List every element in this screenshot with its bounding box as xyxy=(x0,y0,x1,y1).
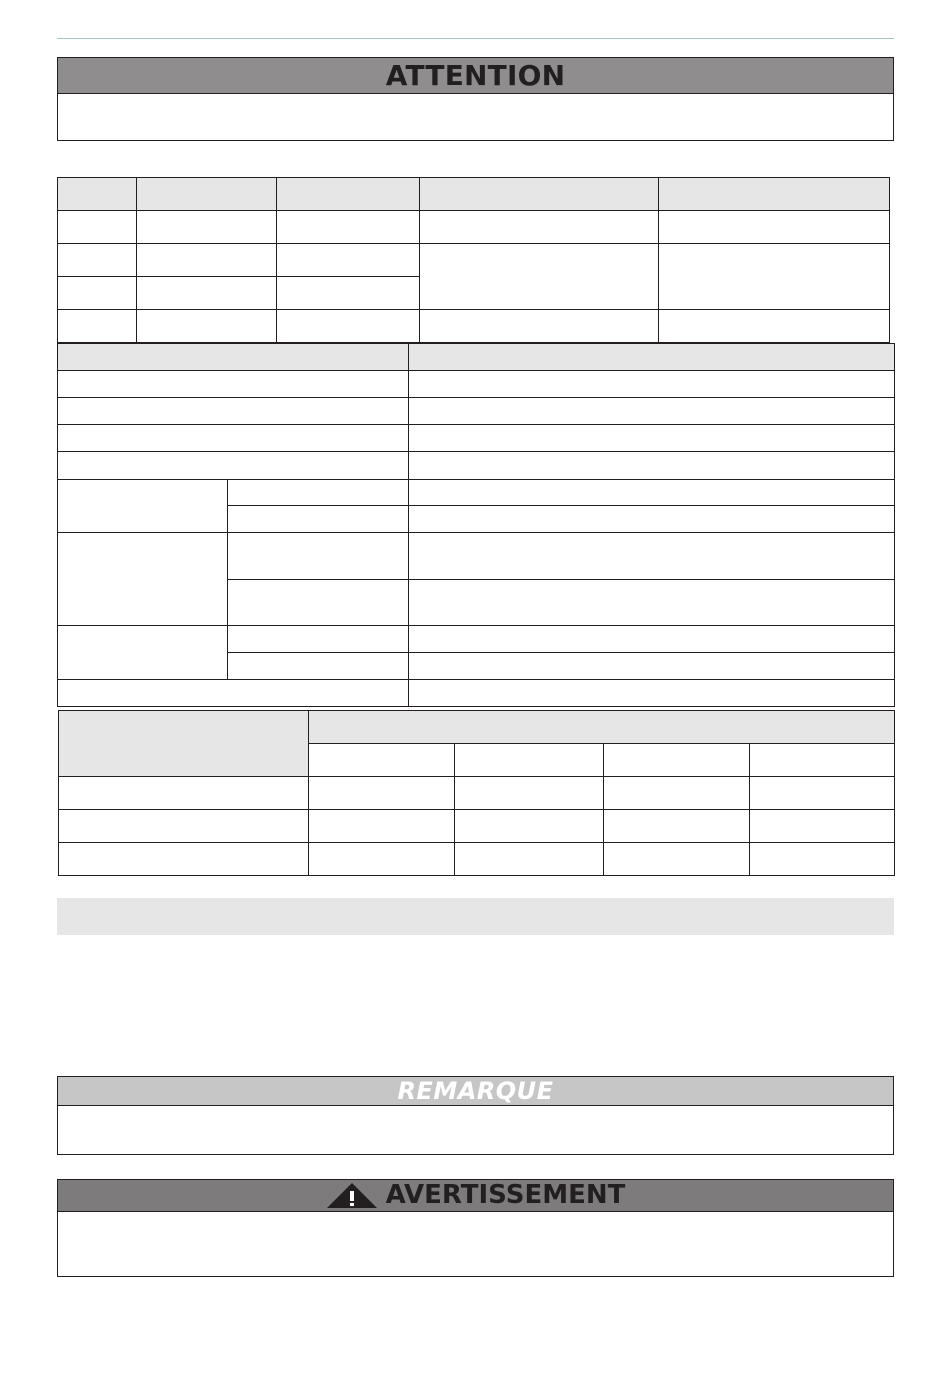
section-heading-band xyxy=(57,898,894,935)
table-cell xyxy=(58,371,409,398)
table-1 xyxy=(57,177,890,343)
table-cell xyxy=(228,506,409,533)
table-cell xyxy=(58,211,137,244)
remarque-body xyxy=(58,1105,893,1154)
table-cell xyxy=(228,653,409,680)
table-row xyxy=(58,425,895,452)
table-3 xyxy=(58,710,895,876)
table-subheader-cell xyxy=(750,744,895,777)
table-cell xyxy=(277,310,420,343)
top-rule xyxy=(57,38,894,39)
table-cell xyxy=(409,533,895,580)
table-cell xyxy=(59,810,309,843)
table-cell xyxy=(228,580,409,626)
table-header-cell xyxy=(137,178,277,211)
table-cell xyxy=(58,452,409,480)
table-header-cell xyxy=(309,711,895,744)
table-cell xyxy=(137,244,277,277)
table-subheader-cell xyxy=(455,744,604,777)
table-cell xyxy=(455,843,604,876)
table-cell xyxy=(659,211,890,244)
table-cell xyxy=(58,398,409,425)
table-row xyxy=(58,211,890,244)
table-cell-merged xyxy=(420,244,659,310)
table-cell xyxy=(409,398,895,425)
table-cell xyxy=(455,777,604,810)
table-header-cell xyxy=(659,178,890,211)
table-row xyxy=(58,626,895,653)
table-cell xyxy=(309,810,455,843)
table-cell xyxy=(409,452,895,480)
table-header-cell xyxy=(277,178,420,211)
table-cell xyxy=(137,211,277,244)
table-cell xyxy=(228,480,409,506)
table-cell xyxy=(58,425,409,452)
attention-title: ATTENTION xyxy=(58,58,893,94)
table-cell xyxy=(750,810,895,843)
table-cell xyxy=(277,211,420,244)
table-cell-merged xyxy=(58,480,228,533)
remarque-title: REMARQUE xyxy=(58,1077,893,1106)
table-row xyxy=(59,843,895,876)
table-cell xyxy=(409,425,895,452)
table-cell-merged xyxy=(58,626,228,680)
avertissement-header xyxy=(58,1180,893,1212)
table-cell xyxy=(659,310,890,343)
table-row xyxy=(58,178,890,211)
table-row xyxy=(58,344,895,371)
table-cell xyxy=(309,777,455,810)
table-cell xyxy=(58,680,409,707)
table-cell xyxy=(409,371,895,398)
table-cell xyxy=(409,653,895,680)
table-row xyxy=(58,310,890,343)
table-cell xyxy=(58,244,137,277)
table-cell-merged xyxy=(58,533,228,626)
table-row xyxy=(58,371,895,398)
table-row xyxy=(59,810,895,843)
table-cell xyxy=(309,843,455,876)
table-row xyxy=(58,533,895,580)
avertissement-body xyxy=(58,1211,893,1276)
table-cell xyxy=(228,626,409,653)
table-cell xyxy=(137,310,277,343)
table-cell xyxy=(409,480,895,506)
table-row xyxy=(58,244,890,277)
table-cell xyxy=(59,843,309,876)
table-cell xyxy=(604,777,750,810)
table-row xyxy=(58,452,895,480)
remarque-notice xyxy=(57,1076,894,1155)
table-cell xyxy=(228,533,409,580)
table-row xyxy=(59,777,895,810)
table-cell xyxy=(59,777,309,810)
table-subheader-cell xyxy=(309,744,455,777)
avertissement-title: AVERTISSEMENT xyxy=(385,1180,626,1210)
table-2 xyxy=(57,343,895,707)
table-row xyxy=(59,711,895,744)
table-cell-merged xyxy=(659,244,890,310)
table-cell xyxy=(277,244,420,277)
table-subheader-cell xyxy=(604,744,750,777)
table-cell xyxy=(409,680,895,707)
table-cell xyxy=(604,810,750,843)
table-cell xyxy=(420,211,659,244)
table-header-cell xyxy=(59,711,309,777)
table-cell xyxy=(409,580,895,626)
table-cell xyxy=(137,277,277,310)
table-header-cell xyxy=(58,178,137,211)
table-row xyxy=(58,480,895,506)
table-row xyxy=(58,398,895,425)
attention-body xyxy=(58,93,893,140)
table-header-cell xyxy=(409,344,895,371)
table-cell xyxy=(750,843,895,876)
table-header-cell xyxy=(58,344,409,371)
avertissement-notice xyxy=(57,1179,894,1277)
table-cell xyxy=(750,777,895,810)
table-cell xyxy=(277,277,420,310)
table-cell xyxy=(604,843,750,876)
table-cell xyxy=(409,626,895,653)
table-row xyxy=(58,680,895,707)
table-cell xyxy=(58,277,137,310)
table-cell xyxy=(420,310,659,343)
table-cell xyxy=(455,810,604,843)
attention-notice xyxy=(57,57,894,141)
table-header-cell xyxy=(420,178,659,211)
table-cell xyxy=(58,310,137,343)
table-cell xyxy=(409,506,895,533)
